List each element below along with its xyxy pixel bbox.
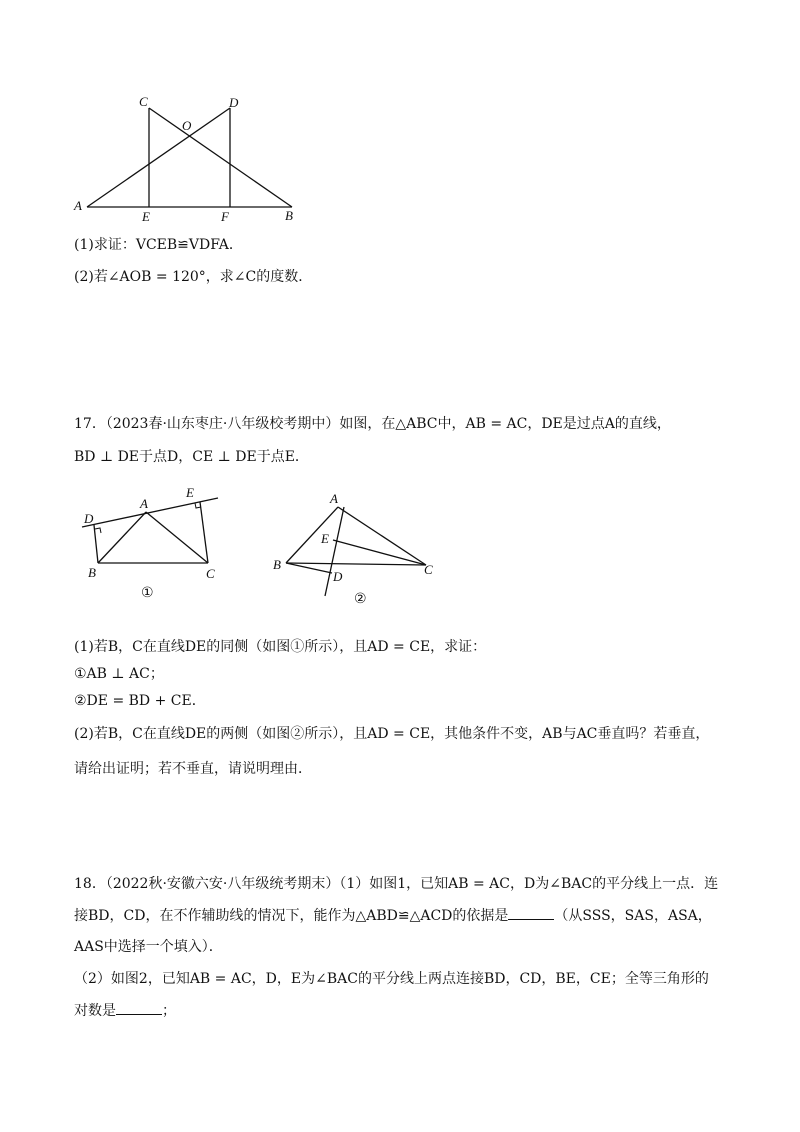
q18-line2-text-b: （从SSS，SAS，ASA， [554, 908, 712, 924]
label-f-16: F [221, 209, 229, 224]
segment-ab-fig2 [286, 507, 338, 563]
q18-line2 [74, 906, 712, 926]
segment-ce-fig1 [200, 502, 208, 563]
label-d-fig1: D [84, 511, 94, 526]
label-a-16: A [74, 198, 82, 213]
q17-line1: 17．（2023春·山东枣庄·八年级校考期中）如图，在△ABC中，AB = AC，DE是过点A的直线， [74, 416, 671, 432]
label-c-fig1: C [206, 566, 215, 581]
segment-ab-fig1 [98, 512, 146, 563]
q18-line5-text-a: 对数是 [74, 1003, 116, 1019]
label-c-16: C [139, 94, 148, 109]
q18-line5 [74, 1001, 176, 1021]
label-b-16: B [285, 208, 293, 223]
segment-ac-fig1 [146, 512, 208, 563]
segment-ad [87, 108, 230, 207]
q17-part1: (1)若B，C在直线DE的同侧（如图①所示），且AD = CE，求证： [74, 639, 487, 655]
q17-part1-b: ②DE = BD + CE． [74, 693, 206, 709]
q16-part1: (1)求证：VCEB≌VDFA． [74, 237, 243, 253]
q18-line5-text-b: ； [162, 1003, 176, 1019]
q17-part1-a: ①AB ⊥ AC； [74, 666, 164, 682]
label-e-fig2: E [321, 531, 329, 546]
segment-bc-fig2 [286, 563, 426, 565]
segment-ce-fig2 [333, 540, 426, 565]
q17-part2-line2: 请给出证明；若不垂直，请说明理由． [74, 761, 312, 777]
segment-ac-fig2 [338, 507, 426, 565]
caption-fig2: ② [354, 591, 367, 607]
label-e-16: E [142, 209, 150, 224]
label-b-fig1: B [88, 565, 96, 580]
q18-line4: （2）如图2，已知AB = AC，D，E为∠BAC的平分线上两点连接BD，CD，BE，CE；全等三角形的 [74, 971, 709, 987]
label-o-16: O [182, 118, 192, 133]
q17-line2: BD ⊥ DE于点D，CE ⊥ DE于点E． [74, 449, 309, 465]
q17-part2-line1: (2)若B，C在直线DE的两侧（如图②所示），且AD = CE，其他条件不变，AB与AC垂直吗？若垂直， [74, 726, 710, 742]
label-e-fig1: E [186, 485, 194, 500]
label-d-fig2: D [333, 569, 343, 584]
label-a-fig1: A [140, 496, 148, 511]
q18-line3: AAS中选择一个填入）． [74, 939, 223, 955]
q16-part2: (2)若∠AOB = 120°，求∠C的度数． [74, 269, 313, 285]
label-d-16: D [229, 95, 239, 110]
q18-line2-text-a: 接BD，CD，在不作辅助线的情况下，能作为△ABD≌△ACD的依据是 [74, 908, 509, 924]
right-angle-d-fig1 [95, 528, 101, 533]
label-a-fig2: A [330, 491, 338, 506]
caption-fig1: ① [141, 585, 154, 601]
label-c-fig2: C [424, 562, 433, 577]
segment-bd-fig2 [286, 563, 332, 573]
answer-blank-2[interactable] [116, 1002, 162, 1015]
q18-line1: 18．（2022秋·安徽六安·八年级统考期末）（1）如图1，已知AB = AC，D为∠BAC的平分线上一点．连 [74, 876, 719, 892]
label-b-fig2: B [273, 557, 281, 572]
segment-bd-fig1 [94, 525, 98, 563]
line-de-fig1 [82, 498, 218, 527]
segment-cb [149, 108, 292, 207]
answer-blank-1[interactable] [508, 907, 554, 920]
